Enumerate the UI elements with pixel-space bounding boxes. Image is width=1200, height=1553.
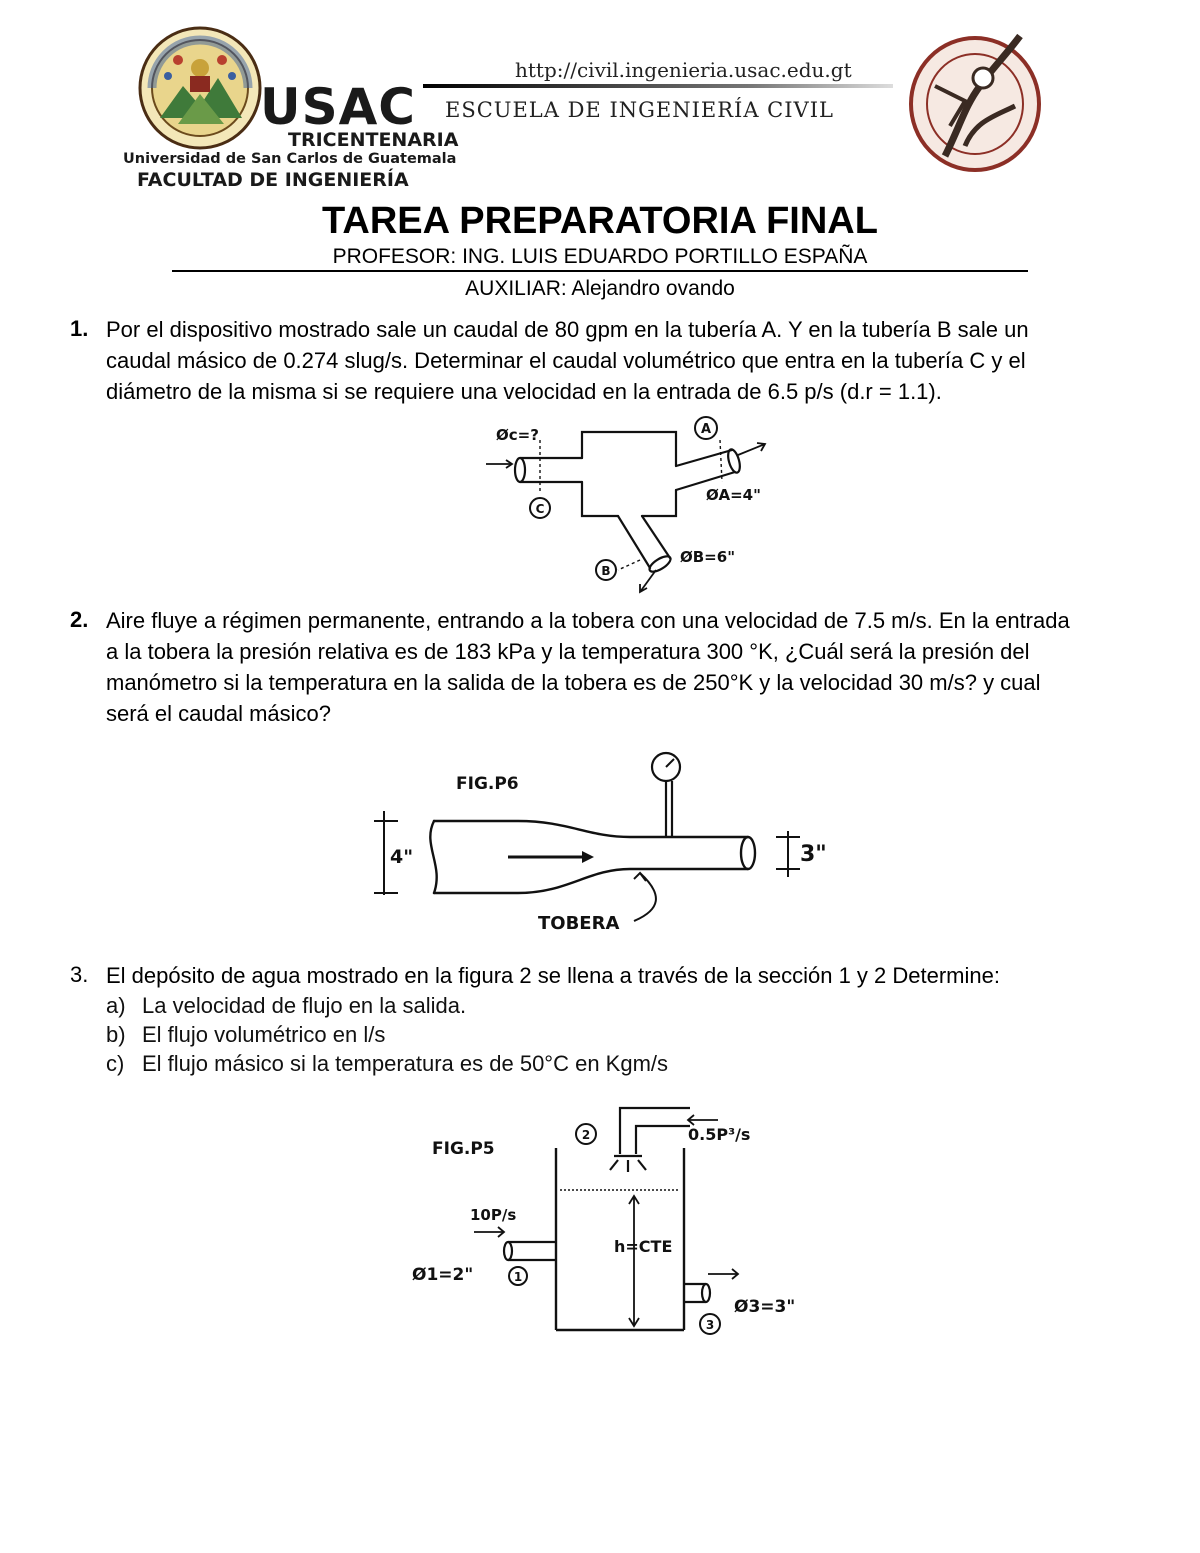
problem-3-text: El depósito de agua mostrado en la figura 2 se llena a través de la sección 1 y 2 Determine: [106,963,1000,988]
flow-arrows [486,443,765,592]
tricentenaria-label: TRICENTENARIA [288,129,459,151]
faculty-name: FACULTAD DE INGENIERÍA [137,169,409,191]
item-text: La velocidad de flujo en la salida. [142,993,467,1018]
professor-line: PROFESOR: ING. LUIS EDUARDO PORTILLO ESPAÑA [332,245,868,268]
problem-3-items [106,991,668,1078]
fig1-label-db: ØB=6" [680,548,736,566]
item-label: a) [106,993,126,1018]
fig1-label-b: B [601,564,611,578]
problem-1-line: caudal másico de 0.274 slug/s. Determinar el caudal volumétrico que entra en la tubería C y el [106,348,1026,373]
problem-1-text [106,314,1128,407]
fig3-height: h=CTE [614,1237,673,1256]
fig1-label-dc: Øc=? [496,426,539,444]
fig3-d1: Ø1=2" [412,1265,474,1285]
assistant-line: AUXILIAR: Alejandro ovando [465,277,735,300]
header-rule [423,84,893,88]
item-text: El flujo volumétrico en l/s [142,1022,386,1047]
item-text: El flujo másico si la temperatura es de 50°C en Kgm/s [142,1051,669,1076]
fig2-dim-outlet: 3" [800,842,827,867]
problem-2-number: 2. [70,607,89,632]
university-name: Universidad de San Carlos de Guatemala [123,151,457,167]
problem-3-item [106,991,668,1020]
fig3-flow-1: 10P/s [470,1206,517,1224]
school-url: http://civil.ingenieria.usac.edu.gt [515,58,852,82]
fig3-section-3: 3 [705,1318,715,1332]
fig3-flow-2: 0.5P³/s [688,1125,751,1144]
fig3-d3: Ø3=3" [734,1297,796,1317]
problem-1-line: Por el dispositivo mostrado sale un caudal de 80 gpm en la tubería A. Y en la tubería B sale un [106,317,1029,342]
item-label: b) [106,1022,126,1047]
problem-3-item [106,1020,668,1049]
usac-seal-logo [138,26,263,151]
figure-1-device [470,410,780,600]
problem-2-line: manómetro si la temperatura en la salida de la tobera es de 250°K y la velocidad 30 m/s? y cual [106,670,1041,695]
figure-2-nozzle [368,745,838,940]
fig1-label-da: ØA=4" [706,486,761,504]
problem-1-number: 1. [70,316,89,341]
fig2-dim-inlet: 4" [390,846,414,868]
problem-1-line: diámetro de la misma si se requiere una velocidad en la entrada de 6.5 p/s (d.r = 1.1). [106,379,942,404]
letterhead [105,18,1053,206]
problem-2-line: a la tobera la presión relativa es de 183 kPa y la temperatura 300 °K, ¿Cuál será la presión del [106,639,1030,664]
school-name: ESCUELA DE INGENIERÍA CIVIL [445,98,834,122]
title-divider [172,270,1028,272]
problem-2-text [106,605,1128,729]
engineering-seal-logo [905,26,1045,176]
document-title: TAREA PREPARATORIA FINAL [322,200,878,242]
problem-3-number: 3. [70,962,89,987]
problem-3-item [106,1049,668,1078]
fig2-nozzle-label: TOBERA [538,913,620,934]
fig3-section-1: 1 [513,1270,523,1284]
problem-2-line: Aire fluye a régimen permanente, entrando a la tobera con una velocidad de 7.5 m/s. En la entrada [106,608,1070,633]
problem-2-line: será el caudal másico? [106,701,332,726]
usac-wordmark: USAC [260,78,417,136]
figure-3-tank [400,1100,820,1350]
fig2-label: FIG.P6 [456,774,519,794]
fig1-label-a: A [700,422,712,437]
fig3-section-2: 2 [581,1128,591,1142]
fig1-label-c: C [535,502,545,516]
fig3-label: FIG.P5 [432,1139,495,1159]
item-label: c) [106,1051,125,1076]
